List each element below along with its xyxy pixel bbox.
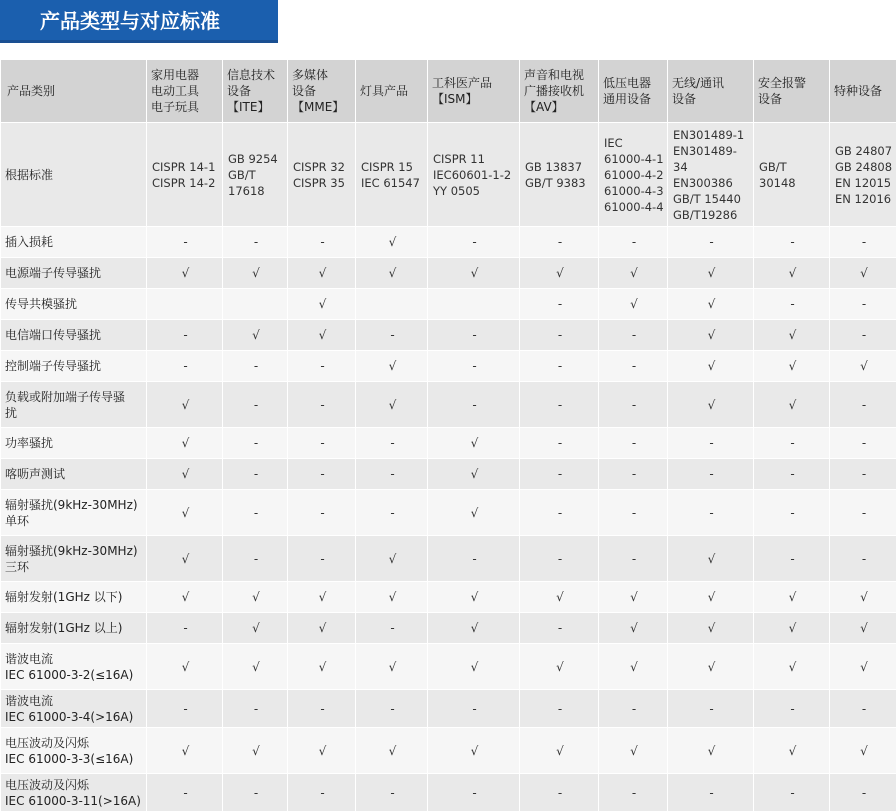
table-row [1,459,896,490]
table-cell: - [830,459,896,490]
table-cell: - [223,536,288,582]
standard-line: IEC 61547 [361,175,425,191]
row-label [1,320,147,351]
table-cell: √ [599,258,668,289]
table-cell: √ [830,613,896,644]
table-cell: √ [668,320,754,351]
table-cell: √ [147,459,223,490]
table-cell: √ [668,582,754,613]
table-cell: - [754,428,830,459]
table-cell: - [830,382,896,428]
header-col-line: 灯具产品 [360,83,425,99]
table-cell: √ [754,613,830,644]
table-cell: - [830,227,896,258]
table-row [1,382,896,428]
table-cell: - [223,459,288,490]
standard-cell [147,123,223,227]
table-row [1,351,896,382]
header-col-line: 安全报警 [758,75,827,91]
row-label-line: 单环 [5,513,144,529]
row-label-line: 辐射发射(1GHz 以下) [5,589,144,605]
row-label-line: 辐射发射(1GHz 以上) [5,620,144,636]
table-cell: - [288,490,356,536]
table-cell: - [520,351,599,382]
standard-line: 17618 [228,183,285,199]
header-col-4 [428,60,520,123]
table-cell: - [356,613,428,644]
table-cell: - [668,690,754,728]
table-cell: - [223,382,288,428]
standards-row-label: 根据标准 [1,123,147,227]
row-label-line: 喀呖声测试 [5,466,144,482]
table-row [1,289,896,320]
row-label-line: 电压波动及闪烁 [5,777,144,793]
row-label [1,428,147,459]
table-cell: - [147,320,223,351]
standard-line: GB 13837 [525,159,596,175]
row-label-line: 谐波电流 [5,651,144,667]
table-cell: √ [830,582,896,613]
header-col-line: 设备 [758,91,827,107]
row-label-line: 辐射骚扰(9kHz-30MHz) [5,543,144,559]
table-cell: - [830,690,896,728]
table-cell: - [520,690,599,728]
header-col-line: 设备 [292,83,353,99]
table-cell: √ [356,644,428,690]
table-cell: - [599,490,668,536]
row-label [1,728,147,774]
header-col-line: 家用电器 [151,67,220,83]
table-cell: √ [428,728,520,774]
table-row [1,644,896,690]
table-cell: - [428,536,520,582]
standard-line: EN300386 [673,175,751,191]
table-row [1,774,896,812]
row-label-line: 谐波电流 [5,693,144,709]
table-cell: √ [754,644,830,690]
standard-line: CISPR 32 [293,159,353,175]
header-col-line: 【ISM】 [432,91,517,107]
table-cell: - [223,490,288,536]
table-cell: - [599,774,668,812]
table-cell: √ [668,644,754,690]
table-cell: - [356,690,428,728]
table-cell: - [356,774,428,812]
table-cell: - [356,490,428,536]
table-cell: √ [223,728,288,774]
table-cell: - [830,428,896,459]
row-label [1,459,147,490]
standard-line: IEC60601-1-2 [433,167,517,183]
header-col-line: 低压电器 [603,75,665,91]
table-cell: - [599,536,668,582]
header-col-line: 声音和电视 [524,67,596,83]
row-label-line: IEC 61000-3-11(>16A) [5,793,144,809]
standard-line: GB/T19286 [673,207,751,223]
table-cell: √ [830,351,896,382]
table-row [1,536,896,582]
table-cell: √ [668,536,754,582]
standard-line: CISPR 14-2 [152,175,220,191]
standards-table [0,59,896,812]
standard-cell [668,123,754,227]
table-cell: √ [356,258,428,289]
table-cell: √ [288,728,356,774]
table-row [1,227,896,258]
standard-line: CISPR 14-1 [152,159,220,175]
header-col-3 [356,60,428,123]
standard-line: 61000-4-3 [604,183,665,199]
table-cell: - [356,428,428,459]
standards-row [1,123,896,227]
table-cell: √ [428,582,520,613]
table-cell: √ [830,728,896,774]
table-cell [428,289,520,320]
row-label [1,774,147,812]
table-cell: - [668,227,754,258]
standard-cell [356,123,428,227]
table-cell: - [147,613,223,644]
row-label [1,582,147,613]
row-label [1,613,147,644]
table-cell: - [520,536,599,582]
header-col-5 [520,60,599,123]
table-cell: - [428,690,520,728]
table-cell: - [668,490,754,536]
table-cell: - [288,536,356,582]
row-label [1,289,147,320]
header-col-1 [223,60,288,123]
table-cell: - [599,320,668,351]
table-cell: - [223,690,288,728]
standard-cell [830,123,896,227]
table-cell: - [288,382,356,428]
table-cell: √ [147,582,223,613]
table-cell: √ [428,490,520,536]
table-cell: √ [830,644,896,690]
table-cell: - [520,227,599,258]
table-cell: - [428,382,520,428]
table-cell: √ [223,644,288,690]
row-label [1,690,147,728]
table-cell: √ [288,258,356,289]
table-cell: - [147,690,223,728]
table-cell: √ [428,644,520,690]
table-cell: √ [754,258,830,289]
table-cell: √ [599,728,668,774]
row-label [1,490,147,536]
table-cell: √ [520,644,599,690]
table-cell: - [288,227,356,258]
header-col-line: 广播接收机 [524,83,596,99]
standard-line: GB/T [759,159,827,175]
standard-line: GB/T 15440 [673,191,751,207]
table-cell: - [754,459,830,490]
table-cell: - [520,320,599,351]
header-col-line: 电动工具 [151,83,220,99]
table-cell: - [668,459,754,490]
standard-line: GB 9254 [228,151,285,167]
standard-line: 30148 [759,175,827,191]
table-cell: - [520,382,599,428]
table-cell: √ [754,351,830,382]
table-cell: √ [147,258,223,289]
table-cell: - [223,227,288,258]
standard-line: EN301489- [673,143,751,159]
row-label-line: 扰 [5,405,144,421]
page-title: 产品类型与对应标准 [0,0,278,43]
table-cell: √ [356,536,428,582]
row-label-line: 辐射骚扰(9kHz-30MHz) [5,497,144,513]
header-col-line: 设备 [672,91,751,107]
table-cell: - [288,774,356,812]
standard-line: EN 12015 [835,175,894,191]
table-cell: - [147,774,223,812]
table-cell: - [754,490,830,536]
table-row [1,582,896,613]
table-cell: - [428,320,520,351]
table-cell: √ [288,289,356,320]
standard-line: CISPR 15 [361,159,425,175]
table-cell: √ [428,428,520,459]
table-cell: √ [668,382,754,428]
header-col-2 [288,60,356,123]
table-cell: - [288,459,356,490]
table-cell: √ [356,382,428,428]
table-cell [147,289,223,320]
table-cell: √ [599,644,668,690]
table-cell: - [520,613,599,644]
standard-line: GB 24808 [835,159,894,175]
table-cell [223,289,288,320]
table-cell: √ [428,459,520,490]
standard-cell [428,123,520,227]
table-row [1,613,896,644]
table-cell: - [356,320,428,351]
row-label-line: 三环 [5,559,144,575]
standard-cell [754,123,830,227]
standard-line: GB 24807 [835,143,894,159]
table-cell: √ [223,582,288,613]
row-label-line: IEC 61000-3-2(≤16A) [5,667,144,683]
row-label-line: IEC 61000-3-3(≤16A) [5,751,144,767]
header-col-6 [599,60,668,123]
table-cell: √ [668,258,754,289]
table-cell: - [520,774,599,812]
table-cell: - [830,289,896,320]
table-cell: √ [288,320,356,351]
standard-line: 61000-4-1 [604,151,665,167]
table-row [1,428,896,459]
table-cell: √ [668,289,754,320]
table-cell: - [223,774,288,812]
row-label [1,644,147,690]
table-cell: √ [147,644,223,690]
header-col-line: 无线/通讯 [672,75,751,91]
table-cell: √ [754,320,830,351]
table-cell: √ [428,258,520,289]
table-cell: √ [147,536,223,582]
table-cell: √ [520,728,599,774]
standard-cell [288,123,356,227]
table-cell: - [599,227,668,258]
standard-line: CISPR 35 [293,175,353,191]
table-cell: - [830,774,896,812]
table-cell: - [288,690,356,728]
row-label [1,351,147,382]
table-row [1,258,896,289]
table-cell: - [668,428,754,459]
row-label-line: IEC 61000-3-4(>16A) [5,709,144,725]
table-cell: - [599,690,668,728]
standard-line: GB/T 9383 [525,175,596,191]
table-cell: √ [223,258,288,289]
table-cell: √ [356,227,428,258]
header-col-line: 工科医产品 [432,75,517,91]
row-label [1,382,147,428]
row-label [1,227,147,258]
table-cell: √ [147,490,223,536]
header-col-line: 通用设备 [603,91,665,107]
standard-line: YY 0505 [433,183,517,199]
table-cell: - [754,227,830,258]
table-row [1,490,896,536]
table-cell: √ [288,613,356,644]
standard-line: 34 [673,159,751,175]
header-row [1,60,896,123]
header-col-line: 设备 [227,83,285,99]
table-cell: - [147,227,223,258]
row-label [1,258,147,289]
header-col-line: 【MME】 [292,99,353,115]
table-cell: √ [520,582,599,613]
standard-line: 61000-4-4 [604,199,665,215]
table-row [1,728,896,774]
table-cell: √ [288,644,356,690]
header-col-7 [668,60,754,123]
row-label-line: 传导共模骚扰 [5,296,144,312]
table-cell: - [520,289,599,320]
row-label-line: 电源端子传导骚扰 [5,265,144,281]
table-cell: √ [147,382,223,428]
header-col-line: 【AV】 [524,99,596,115]
table-cell: √ [754,728,830,774]
header-col-8 [754,60,830,123]
table-cell: - [754,289,830,320]
table-cell: √ [830,258,896,289]
standard-cell [223,123,288,227]
table-cell [356,289,428,320]
table-cell: - [599,382,668,428]
table-cell: √ [599,613,668,644]
table-cell: √ [223,613,288,644]
table-cell: - [428,227,520,258]
table-cell: - [288,351,356,382]
table-row [1,320,896,351]
table-cell: √ [288,582,356,613]
table-cell: - [520,490,599,536]
table-cell: - [520,428,599,459]
table-cell: - [754,690,830,728]
table-cell: √ [754,582,830,613]
table-cell: √ [599,289,668,320]
table-cell: √ [668,728,754,774]
table-cell: - [754,536,830,582]
table-cell: - [428,774,520,812]
table-body [1,123,896,812]
header-col-line: 【ITE】 [227,99,285,115]
header-col-9 [830,60,896,123]
row-label [1,536,147,582]
table-cell: - [668,774,754,812]
table-cell: - [830,490,896,536]
row-label-line: 控制端子传导骚扰 [5,358,144,374]
table-cell: √ [599,582,668,613]
table-cell: - [599,428,668,459]
table-cell: √ [223,320,288,351]
table-cell: √ [356,582,428,613]
table-cell: √ [754,382,830,428]
standard-cell [520,123,599,227]
table-cell: √ [668,613,754,644]
header-col-line: 特种设备 [834,83,894,99]
table-cell: - [147,351,223,382]
header-col-line: 多媒体 [292,67,353,83]
standard-line: CISPR 11 [433,151,517,167]
table-cell: - [754,774,830,812]
table-cell: - [223,428,288,459]
table-row [1,690,896,728]
table-cell: - [599,459,668,490]
table-cell: √ [668,351,754,382]
header-category: 产品类别 [1,60,147,123]
table-cell: - [830,320,896,351]
standard-line: EN301489-1 [673,127,751,143]
table-cell: - [223,351,288,382]
header-col-line: 信息技术 [227,67,285,83]
row-label-line: 电信端口传导骚扰 [5,327,144,343]
standard-line: IEC [604,135,665,151]
header-col-0 [147,60,223,123]
row-label-line: 插入损耗 [5,234,144,250]
table-cell: √ [520,258,599,289]
table-cell: - [520,459,599,490]
table-cell: - [599,351,668,382]
standard-line: EN 12016 [835,191,894,207]
table-cell: √ [356,728,428,774]
table-cell: - [356,459,428,490]
standard-line: 61000-4-2 [604,167,665,183]
row-label-line: 负载或附加端子传导骚 [5,389,144,405]
table-cell: √ [356,351,428,382]
table-cell: - [288,428,356,459]
standard-line: GB/T [228,167,285,183]
standard-cell [599,123,668,227]
row-label-line: 功率骚扰 [5,435,144,451]
header-col-line: 电子玩具 [151,99,220,115]
table-cell: √ [147,728,223,774]
table-cell: √ [428,613,520,644]
table-cell: √ [147,428,223,459]
table-cell: - [428,351,520,382]
row-label-line: 电压波动及闪烁 [5,735,144,751]
table-cell: - [830,536,896,582]
